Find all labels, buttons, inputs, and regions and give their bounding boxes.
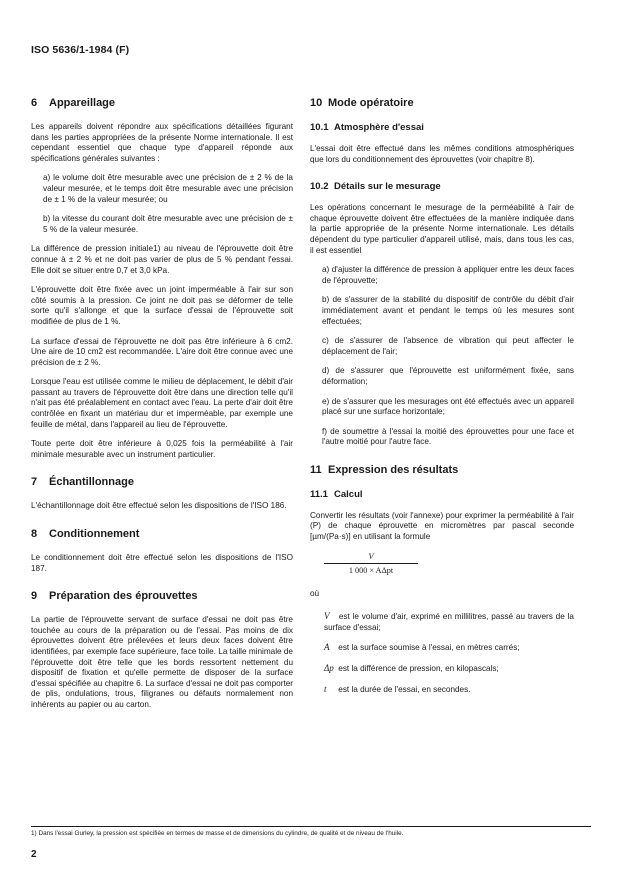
list-item: a) le volume doit être mesurable avec une précision de ± 2 % de la valeur mesurée, et le temps doit être mesurable avec une précision de ± 1 % de la valeur mesurée; ou <box>43 173 293 204</box>
footnote-divider <box>31 826 591 827</box>
section-title: Mode opératoire <box>328 97 414 109</box>
section-number: 6 <box>31 97 38 109</box>
variable-description: est la surface soumise à l'essai, en mètres carrés; <box>338 643 520 653</box>
section-number: 10 <box>310 97 323 109</box>
left-column <box>31 97 293 720</box>
paragraph: Convertir les résultats (voir l'annexe) pour exprimer la perméabilité à l'air (P) de chaque éprouvette en micromètres par pascal seconde [µm/(Pa·s)] en utilisant la formule <box>310 510 574 542</box>
variable-description: est le volume d'air, exprimé en millilitres, passé au travers de la surface d'essai; <box>324 612 574 632</box>
formula <box>324 552 418 575</box>
subsection-title: Détails sur le mesurage <box>334 181 441 193</box>
paragraph: La surface d'essai de l'éprouvette ne doit pas être inférieure à 6 cm2. Une aire de 10 cm2 est recommandée. L'aire doit être connue avec une précision de ± 2 %. <box>31 336 293 367</box>
section-title: Préparation des éprouvettes <box>49 590 198 603</box>
list-item: e) de s'assurer que les mesurages ont été effectués avec un appareil placé sur une surface horizontale; <box>322 396 574 417</box>
variable-symbol: Δp <box>324 663 334 674</box>
variable-description: est la durée de l'essai, en secondes. <box>338 684 471 694</box>
list-item: d) de s'assurer que l'éprouvette est uniformément fixée, sans déformation; <box>322 366 574 386</box>
section-number: 7 <box>31 476 38 489</box>
section-title: Appareillage <box>49 97 116 109</box>
variable-definition <box>324 611 574 633</box>
subsection-11-1-heading <box>310 489 574 501</box>
footnote: 1) Dans l'essai Gurley, la pression est spécifiée en termes de masse et de dimensions du cylindre, de qualité et de niveau de l'huile. <box>31 830 404 837</box>
list-item: a) d'ajuster la différence de pression à appliquer entre les deux faces de l'éprouvette; <box>322 265 574 285</box>
variable-symbol: t <box>324 683 327 694</box>
paragraph: L'éprouvette doit être fixée avec un joint imperméable à l'air sur son côté soumis à la pression. Ce joint ne doit pas se déformer de telle sorte qu'il s'allonge et que la surface d'essai de l'éprouvette soit modifiée de plus de 1 %. <box>31 285 293 326</box>
subsection-title: Calcul <box>334 488 363 500</box>
variable-symbol: A <box>324 642 330 653</box>
variable-definition <box>324 642 574 654</box>
right-column <box>310 97 574 704</box>
section-6-heading <box>31 97 293 110</box>
subsection-10-1-heading <box>310 122 574 134</box>
section-title: Expression des résultats <box>328 463 459 476</box>
subsection-number: 11.1 <box>310 488 328 500</box>
list-item: b) de s'assurer de la stabilité du dispositif de contrôle du débit d'air immédiatement avant et pendant le temps où les mesures sont effectuées; <box>322 295 574 326</box>
section-number: 8 <box>31 528 38 541</box>
variable-definition <box>324 684 574 696</box>
list-item: f) de soumettre à l'essai la moitié des éprouvettes pour une face et l'autre moitié pour l'autre face. <box>322 426 574 447</box>
subsection-number: 10.1 <box>310 122 329 133</box>
section-11-heading <box>310 464 574 477</box>
section-number: 11 <box>310 463 322 476</box>
page-number: 2 <box>31 849 37 860</box>
section-title: Conditionnement <box>49 528 140 541</box>
variable-description: est la différence de pression, en kilopascals; <box>338 664 499 674</box>
section-7-heading <box>31 476 293 489</box>
section-10-heading <box>310 97 574 110</box>
subsection-10-2-heading <box>310 181 574 193</box>
list-item: b) la vitesse du courant doit être mesurable avec une précision de ± 5 % de la valeur mesurée. <box>43 214 293 234</box>
document-header: ISO 5636/1-1984 (F) <box>31 44 130 56</box>
paragraph: La partie de l'éprouvette servant de surface d'essai ne doit pas être touchée au cours de la préparation ou de l'essai. Pas moins de dix éprouvettes doivent être prélevées et leurs deux faces doivent être identifiées, par exemple face supérieure, face toile. La taille minimale de l'éprouvette doit être telle que les bords ressortent nettement du dispositif de fixation et qu'elle permette de disposer de la surface d'essai spécifiée au chapitre 6. La surface d'essai ne doit pas comporter de plis, ondulations, trous, filigranes ou défauts normalement non inhérents au papier ou au carton. <box>31 615 293 709</box>
paragraph: La différence de pression initiale1) au niveau de l'éprouvette doit être connue à ± 2 % et ne doit pas varier de plus de 5 % pendant l'essai. Elle doit se situer entre 0,7 et 3,0 kPa. <box>31 244 293 275</box>
where-label: où <box>310 588 320 598</box>
paragraph: Les appareils doivent répondre aux spécifications détaillées figurant dans les parties appropriées de la présente Norme internationale. Il est cependant essentiel que chaque type d'appareil réponde aux spécifications générales suivantes : <box>31 122 293 163</box>
subsection-title: Atmosphère d'essai <box>334 122 424 133</box>
subsection-number: 10.2 <box>310 181 329 193</box>
paragraph: Le conditionnement doit être effectué selon les dispositions de l'ISO 187. <box>31 553 293 573</box>
paragraph: L'échantillonnage doit être effectué selon les dispositions de l'ISO 186. <box>31 501 287 511</box>
section-9-heading <box>31 590 293 603</box>
list-item: c) de s'assurer de l'absence de vibration qui peut affecter le déplacement de l'air; <box>322 336 574 356</box>
paragraph: Lorsque l'eau est utilisée comme le milieu de déplacement, le débit d'air passant au travers de l'éprouvette doit être dans une direction telle qu'il n'ait pas été préalablement en contact avec l'eau. La perte d'air doit être contrôlée en fixant un matériau dur et imperméable, par exemple une feuille de métal, dans l'appareil au lieu de l'éprouvette. <box>31 377 293 429</box>
paragraph: Toute perte doit être inférieure à 0,025 fois la perméabilité à l'air minimale mesurable avec un instrument particulier. <box>31 439 293 459</box>
section-title: Échantillonnage <box>49 476 134 489</box>
variable-symbol: V <box>324 611 330 622</box>
paragraph: Les opérations concernant le mesurage de la perméabilité à l'air de chaque éprouvette doivent être effectuées de la manière indiquée dans la partie appropriée de la présente Norme internationale. Les détails dépendent du type particulier d'appareil utilisé, mais, dans tous les cas, il est essentiel <box>310 203 574 255</box>
formula-numerator: V <box>324 552 418 564</box>
formula-denominator: 1 000 × AΔpt <box>348 565 394 575</box>
paragraph: L'essai doit être effectué dans les mêmes conditions atmosphériques que lors du conditionnement des éprouvettes (voir chapitre 8). <box>310 144 574 164</box>
variable-definition <box>324 663 574 675</box>
section-number: 9 <box>31 590 38 603</box>
section-8-heading <box>31 528 293 541</box>
